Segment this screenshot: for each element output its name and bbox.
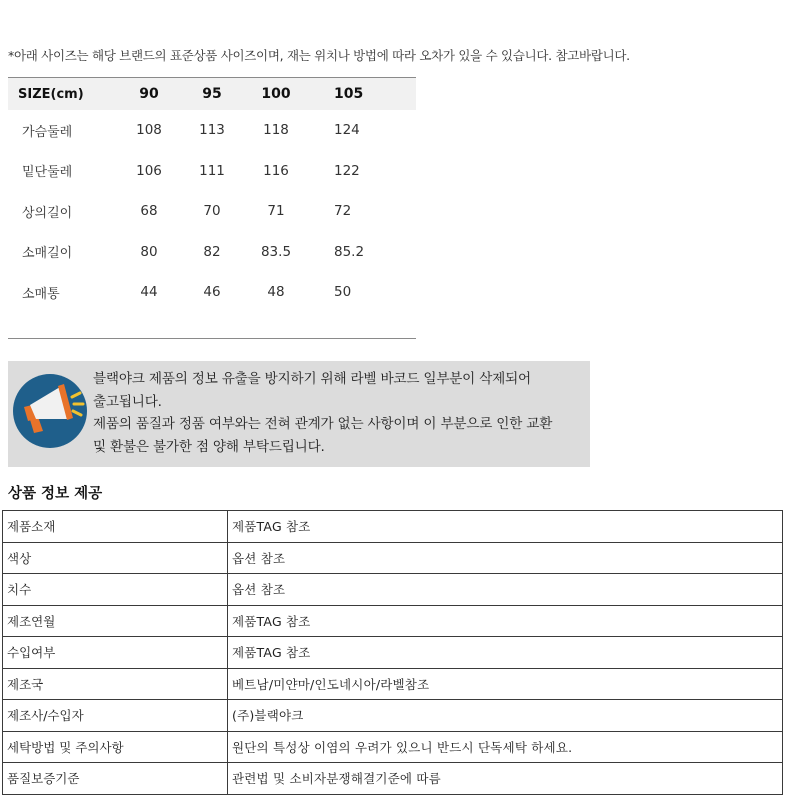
banner-line: 제품의 품질과 정품 여부와는 전혀 관계가 없는 사항이며 이 부분으로 인한 교환	[93, 416, 553, 432]
size-header-100: 100	[245, 78, 307, 111]
size-cell: 68	[140, 203, 158, 220]
size-cell: 80	[140, 243, 158, 260]
size-cell: 70	[203, 203, 221, 220]
table-row	[8, 232, 416, 273]
size-row-label: 상의길이	[22, 205, 73, 221]
table-row	[8, 110, 416, 151]
size-cell: 108	[136, 122, 162, 139]
info-key: 색상	[3, 542, 228, 574]
info-value: 옵션 참조	[228, 574, 783, 606]
size-cell: 111	[199, 162, 225, 179]
size-row-label: 가슴둘레	[22, 124, 73, 140]
size-table-bottom-divider	[8, 338, 416, 339]
size-cell: 48	[267, 284, 285, 301]
size-table	[8, 77, 416, 313]
table-row	[8, 191, 416, 232]
info-value: 제품TAG 참조	[228, 637, 783, 669]
banner-line: 출고됩니다.	[93, 393, 162, 410]
table-row	[3, 731, 783, 763]
size-cell: 82	[203, 243, 221, 260]
info-key: 수입여부	[3, 637, 228, 669]
size-header-90: 90	[119, 78, 179, 111]
table-row	[3, 574, 783, 606]
size-cell: 118	[263, 122, 289, 139]
table-row	[3, 637, 783, 669]
info-key: 제조사/수입자	[3, 700, 228, 732]
table-row	[3, 511, 783, 543]
info-key: 제조국	[3, 668, 228, 700]
size-cell: 106	[136, 162, 162, 179]
info-key: 치수	[3, 574, 228, 606]
size-cell: 83.5	[260, 243, 292, 260]
size-cell: 44	[140, 284, 158, 301]
size-cell: 124	[334, 122, 360, 139]
info-value: 옵션 참조	[228, 542, 783, 574]
table-row	[8, 151, 416, 192]
banner-line: 블랙야크 제품의 정보 유출을 방지하기 위해 라벨 바코드 일부분이 삭제되어	[93, 371, 531, 387]
barcode-notice-banner	[8, 361, 590, 467]
size-table-header	[8, 78, 416, 111]
table-row	[3, 605, 783, 637]
table-row	[3, 542, 783, 574]
size-row-label: 소매길이	[22, 246, 73, 262]
size-header-95: 95	[179, 78, 245, 111]
table-row	[8, 272, 416, 313]
product-info-table	[2, 510, 783, 795]
size-cell: 50	[334, 284, 352, 301]
size-cell: 71	[267, 203, 285, 220]
info-value: 제품TAG 참조	[228, 511, 783, 543]
info-value: 원단의 특성상 이염의 우려가 있으니 반드시 단독세탁 하세요.	[228, 731, 783, 763]
info-value: 관련법 및 소비자분쟁해결기준에 따름	[228, 763, 783, 795]
table-row	[3, 668, 783, 700]
size-cell: 72	[334, 203, 352, 220]
size-row-label: 밑단둘레	[22, 165, 73, 181]
table-row	[3, 700, 783, 732]
size-cell: 85.2	[334, 243, 365, 260]
megaphone-icon	[12, 373, 88, 449]
info-value: 베트남/미얀마/인도네시아/라벨참조	[228, 668, 783, 700]
info-key: 세탁방법 및 주의사항	[3, 731, 228, 763]
size-cell: 113	[199, 122, 225, 139]
size-cell: 46	[203, 284, 221, 301]
size-disclaimer: *아래 사이즈는 해당 브랜드의 표준상품 사이즈이며, 재는 위치나 방법에 따라 오차가 있을 수 있습니다. 참고바랍니다.	[8, 48, 630, 63]
size-cell: 116	[263, 162, 289, 179]
info-key: 제품소재	[3, 511, 228, 543]
size-header-105: 105	[307, 78, 416, 111]
table-row	[3, 763, 783, 795]
size-row-label: 소매통	[22, 286, 60, 302]
size-cell: 122	[334, 162, 360, 179]
info-key: 제조연월	[3, 605, 228, 637]
info-value: 제품TAG 참조	[228, 605, 783, 637]
product-info-title: 상품 정보 제공	[8, 486, 103, 502]
info-key: 품질보증기준	[3, 763, 228, 795]
size-header-label: SIZE(cm)	[8, 78, 119, 111]
info-value: (주)블랙야크	[228, 700, 783, 732]
banner-line: 및 환불은 불가한 점 양해 부탁드립니다.	[93, 438, 325, 455]
banner-text	[93, 368, 588, 458]
